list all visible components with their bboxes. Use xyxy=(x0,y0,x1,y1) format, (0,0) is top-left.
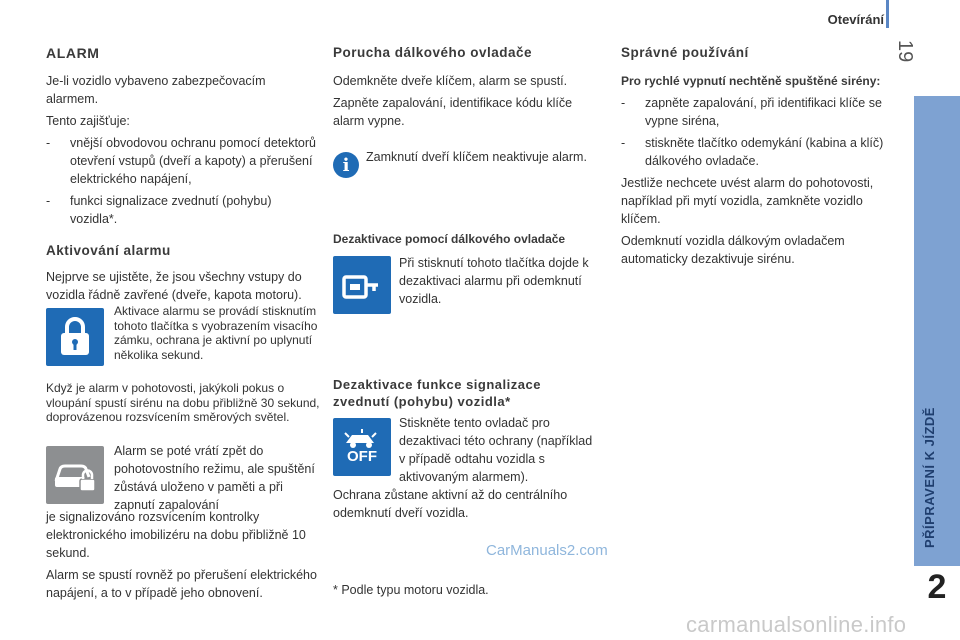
tilt-deactivation-heading: Dezaktivace funkce signalizace zvednutí (pohybu) vozidla* xyxy=(333,377,541,409)
footnote: * Podle typu motoru vozidla. xyxy=(333,583,489,597)
standby-description: Alarm se poté vrátí zpět do pohotovostního režimu, ale spuštění zůstává uloženo v paměti a při zapnutí zapalování xyxy=(114,444,315,512)
unlock-button-icon xyxy=(333,256,391,314)
tilt-paragraph: Ochrana zůstane aktivní až do centrálního odemknutí dveří vozidla. xyxy=(333,488,568,520)
alarm-features-list xyxy=(46,134,320,228)
list-item: - vnější obvodovou ochranu pomocí detektorů otevření vstupů (dveří a kapoty) a přerušení elektrického napájení, xyxy=(46,134,320,188)
info-note: Zamknutí dveří klíčem neaktivuje alarm. xyxy=(366,150,587,164)
header-divider xyxy=(886,0,889,28)
power-cut-paragraph: Alarm se spustí rovněž po přerušení elektrického napájení, a to v případě jeho obnovení. xyxy=(46,568,317,600)
alarm-heading: ALARM xyxy=(46,45,100,61)
chapter-title: PŘÍPRAVENÍ K JÍZDĚ xyxy=(922,407,937,548)
alarm-intro: Je-li vozidlo vybaveno zabezpečovacím alarmem. xyxy=(46,74,266,106)
info-icon: i xyxy=(333,152,359,178)
remote-deactivation-heading: Dezaktivace pomocí dálkového ovladače xyxy=(333,232,566,246)
off-label: OFF xyxy=(347,448,377,465)
correct-use-heading: Správné používání xyxy=(621,45,749,60)
car-lock-icon xyxy=(46,446,104,504)
remote-failure-paragraph-2: Zapněte zapalování, identifikace kódu klíče alarm vypne. xyxy=(333,96,573,128)
remote-unlock-paragraph: Odemknutí vozidla dálkovým ovladačem automaticky dezaktivuje sirénu. xyxy=(621,234,845,266)
lock-description: Aktivace alarmu se provádí stisknutím tohoto tlačítka s vyobrazením visacího zámku, ochrana je aktivní po uplynutí několika sekund. xyxy=(114,304,318,362)
activation-paragraph: Nejprve se ujistěte, že jsou všechny vstupy do vozidla řádně zavřené (dveře, kapota motoru). xyxy=(46,270,302,302)
remote-failure-paragraph: Odemkněte dveře klíčem, alarm se spustí. xyxy=(333,74,568,88)
activation-paragraph-2: Když je alarm v pohotovosti, jakýkoli pokus o vloupání spustí sirénu na dobu přibližně 30 sekund, doprovázenou rozsvícením směrových světel. xyxy=(46,381,320,424)
column-remote-failure xyxy=(333,44,605,130)
tilt-heading-wrap xyxy=(333,376,595,410)
remote-failure-heading: Porucha dálkového ovladače xyxy=(333,45,533,60)
col1-bottom xyxy=(46,508,322,602)
page-number: 19 xyxy=(894,40,916,63)
list-item: - funkci signalizace zvednutí (pohybu) vozidla*. xyxy=(46,192,320,228)
chapter-sidebar xyxy=(914,96,960,566)
lock-button-icon xyxy=(46,308,104,366)
section-title: Otevírání xyxy=(827,12,884,27)
alarm-intro-2: Tento zajišťuje: xyxy=(46,114,130,128)
tilt-description: Stiskněte tento ovladač pro dezaktivaci této ochrany (například v případě odtahu vozidla s aktivovaným alarmem). xyxy=(399,416,593,484)
standby-continuation: je signalizováno rozsvícením kontrolky elektronického imobilizéru na dobu přibližně 10 sekund. xyxy=(46,510,306,560)
chapter-number: 2 xyxy=(927,568,947,606)
list-item: - stiskněte tlačítko odemykání (kabina a klíč) dálkového ovladače. xyxy=(621,134,893,170)
remote-deactivation-description: Při stisknutí tohoto tlačítka dojde k dezaktivaci alarmu při odemknutí vozidla. xyxy=(399,256,589,306)
activation-heading: Aktivování alarmu xyxy=(46,243,171,258)
tilt-off-button-icon xyxy=(333,418,391,476)
siren-steps-list xyxy=(621,94,893,170)
siren-subheading: Pro rychlé vypnutí nechtěně spuštěné sirény: xyxy=(621,74,881,88)
washing-paragraph: Jestliže nechcete uvést alarm do pohotovosti, například při mytí vozidla, zamkněte vozidlo klíčem. xyxy=(621,176,874,226)
watermark-carmanualsonline: carmanualsonline.info xyxy=(686,612,907,637)
column-alarm xyxy=(46,44,320,304)
remote-deactivation-heading-wrap xyxy=(333,232,605,246)
watermark-carmanuals2: CarManuals2.com xyxy=(486,542,608,559)
list-item: - zapněte zapalování, při identifikaci klíče se vypne siréna, xyxy=(621,94,893,130)
column-correct-use xyxy=(621,44,893,268)
